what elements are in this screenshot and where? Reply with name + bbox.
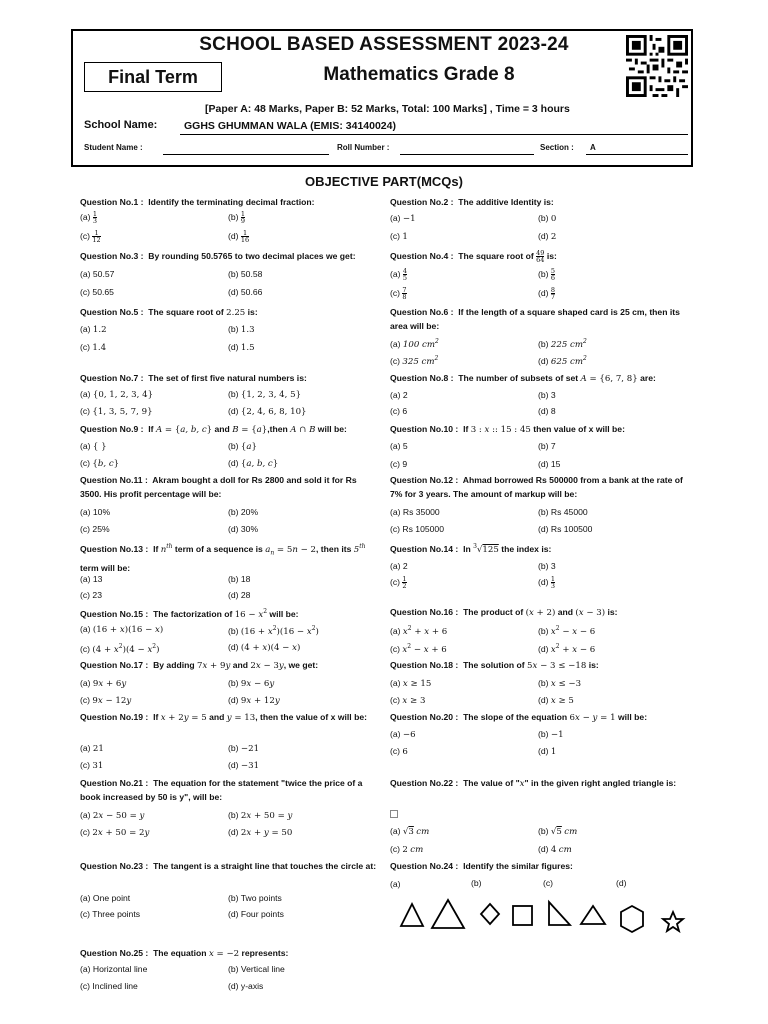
question-2: Question No.2 : The additive Identity is: <box>390 197 554 207</box>
q22-option-a[interactable]: (a) √3 cm <box>390 826 430 837</box>
q1-option-d[interactable]: (d) $\frac{1}{16}$ <box>228 229 250 245</box>
q15-option-a[interactable]: (a) (16 + x)(16 − x) <box>80 624 164 635</box>
q16-option-b[interactable]: (b) $x^2 - x - 6$ <box>538 625 596 637</box>
question-17: Question No.17 : By adding 7x + 9y and 2x − 3y, we get: <box>80 660 319 671</box>
q2-option-d[interactable]: (d) 2 <box>538 231 557 242</box>
q20-option-d[interactable]: (d) 1 <box>538 746 557 757</box>
q3-option-c[interactable]: (c) 50.65 <box>80 287 114 297</box>
q4-option-c[interactable]: (c) $\frac{7}{8}$ <box>390 286 407 302</box>
q22-option-b[interactable]: (b) √5 cm <box>538 826 578 837</box>
school-underline <box>180 134 688 135</box>
q8-option-b[interactable]: (b) 3 <box>538 390 556 400</box>
q13-option-a[interactable]: (a) 13 <box>80 574 103 584</box>
q6-option-d[interactable]: (d) 625 $cm^2$ <box>538 355 587 367</box>
q17-option-c[interactable]: (c) 9x − 12y <box>80 695 132 706</box>
q16-option-a[interactable]: (a) $x^2 + x + 6$ <box>390 625 448 637</box>
question-3: Question No.3 : By rounding 50.5765 to two decimal places we get: <box>80 251 356 261</box>
student-name-label: Student Name : <box>84 143 143 152</box>
q6-option-b[interactable]: (b) 225 $cm^2$ <box>538 338 587 350</box>
q24-option-d[interactable]: (d) <box>616 878 627 888</box>
q21-option-c[interactable]: (c) 2x + 50 = 2y <box>80 827 150 838</box>
q2-option-b[interactable]: (b) 0 <box>538 213 557 224</box>
q11-option-c[interactable]: (c) 25% <box>80 524 110 534</box>
q14-option-c[interactable]: (c) $\frac{1}{2}$ <box>390 575 407 591</box>
q14-option-b[interactable]: (b) 3 <box>538 561 556 571</box>
q10-option-d[interactable]: (d) 15 <box>538 459 561 469</box>
q17-option-b[interactable]: (b) 9x − 6y <box>228 678 275 689</box>
q2-option-c[interactable]: (c) 1 <box>390 231 408 242</box>
question-16: Question No.16 : The product of (x + 2) and (x − 3) is: <box>390 607 618 618</box>
q24-option-b[interactable]: (b) <box>471 878 482 888</box>
q2-option-a[interactable]: (a) −1 <box>390 213 416 224</box>
q4-option-b[interactable]: (b) $\frac{5}{6}$ <box>538 267 556 283</box>
q9-option-b[interactable]: (b) {a} <box>228 441 257 452</box>
q23-option-a[interactable]: (a) One point <box>80 893 131 903</box>
triangle-image-placeholder <box>390 810 398 818</box>
right-triangle-icon <box>549 902 570 925</box>
question-7: Question No.7 : The set of first five natural numbers is: <box>80 373 307 383</box>
q3-option-b[interactable]: (b) 50.58 <box>228 269 263 279</box>
question-6: Question No.6 : If the length of a square shaped card is 25 cm, then its area will be: <box>390 307 680 331</box>
question-19: Question No.19 : If x + 2y = 5 and y = 13, then the value of x will be: <box>80 712 367 723</box>
q8-option-a[interactable]: (a) 2 <box>390 390 408 400</box>
question-20: Question No.20 : The slope of the equation 6x − y = 1 will be: <box>390 712 648 723</box>
q9-option-a[interactable]: (a) { } <box>80 441 107 452</box>
q10-option-b[interactable]: (b) 7 <box>538 441 556 451</box>
q12-option-a[interactable]: (a) Rs 35000 <box>390 507 440 517</box>
q23-option-d[interactable]: (d) Four points <box>228 909 284 919</box>
q7-option-a[interactable]: (a) {0, 1, 2, 3, 4} <box>80 389 154 400</box>
q24-option-a[interactable]: (a) <box>390 879 401 889</box>
question-24: Question No.24 : Identify the similar figures: <box>390 861 573 871</box>
q20-option-c[interactable]: (c) 6 <box>390 746 408 757</box>
qr-code-icon <box>626 35 688 97</box>
q25-option-d[interactable]: (d) y-axis <box>228 981 264 991</box>
q13-option-d[interactable]: (d) 28 <box>228 590 251 600</box>
q10-option-a[interactable]: (a) 5 <box>390 441 408 451</box>
q1-option-a[interactable]: (a) $\frac{1}{3}$ <box>80 210 98 226</box>
q21-option-d[interactable]: (d) 2x + y = 50 <box>228 827 293 838</box>
q25-option-a[interactable]: (a) Horizontal line <box>80 964 148 974</box>
similar-figures-icon <box>398 896 688 936</box>
section-field[interactable] <box>586 154 688 155</box>
paper-marks: [Paper A: 48 Marks, Paper B: 52 Marks, Total: 100 Marks] , Time = 3 hours <box>205 103 570 115</box>
q16-option-c[interactable]: (c) $x^2 - x + 6$ <box>390 643 447 655</box>
q5-option-d[interactable]: (d) 1.5 <box>228 342 255 353</box>
term-box: Final Term <box>84 62 222 92</box>
q20-option-a[interactable]: (a) −6 <box>390 729 416 740</box>
q18-option-c[interactable]: (c) x ≥ 3 <box>390 695 426 706</box>
q22-option-c[interactable]: (c) 2 cm <box>390 844 424 855</box>
q21-option-a[interactable]: (a) 2x − 50 = y <box>80 810 145 821</box>
q7-option-c[interactable]: (c) {1, 3, 5, 7, 9} <box>80 406 153 417</box>
q18-option-d[interactable]: (d) x ≥ 5 <box>538 695 574 706</box>
q19-option-d[interactable]: (d) −31 <box>228 760 260 771</box>
q14-option-a[interactable]: (a) 2 <box>390 561 408 571</box>
question-8: Question No.8 : The number of subsets of set A = {6, 7, 8} are: <box>390 373 656 384</box>
q9-option-d[interactable]: (d) {a, b, c} <box>228 458 279 469</box>
q11-option-a[interactable]: (a) 10% <box>80 507 111 517</box>
page-title: SCHOOL BASED ASSESSMENT 2023-24 <box>199 34 569 55</box>
q24-option-c[interactable]: (c) <box>543 878 554 888</box>
diamond-icon <box>481 904 499 924</box>
q18-option-b[interactable]: (b) x ≤ −3 <box>538 678 582 689</box>
question-18: Question No.18 : The solution of 5x − 3 ≤ −18 is: <box>390 660 599 671</box>
q22-option-d[interactable]: (d) 4 cm <box>538 844 572 855</box>
q18-option-a[interactable]: (a) x ≥ 15 <box>390 678 432 689</box>
section-value: A <box>590 143 596 152</box>
q3-option-a[interactable]: (a) 50.57 <box>80 269 115 279</box>
small-triangle-icon <box>401 904 423 926</box>
q17-option-d[interactable]: (d) 9x + 12y <box>228 695 280 706</box>
q5-option-b[interactable]: (b) 1.3 <box>228 324 255 335</box>
q20-option-b[interactable]: (b) −1 <box>538 729 564 740</box>
q16-option-d[interactable]: (d) $x^2 + x - 6$ <box>538 643 596 655</box>
section-label: Section : <box>540 143 574 152</box>
roll-number-field[interactable] <box>400 154 534 155</box>
q11-option-d[interactable]: (d) 30% <box>228 524 259 534</box>
question-9: Question No.9 : If A = {a, b, c} and B = {a},then A ∩ B will be: <box>80 424 347 435</box>
q15-option-d[interactable]: (d) (4 + x)(4 − x) <box>228 642 301 653</box>
q6-option-a[interactable]: (a) 100 $cm^2$ <box>390 338 439 350</box>
q12-option-d[interactable]: (d) Rs 100500 <box>538 524 593 534</box>
question-25: Question No.25 : The equation x = −2 represents: <box>80 948 289 959</box>
q15-option-b[interactable]: (b) $(16 + x^2)(16 - x^2)$ <box>228 625 319 637</box>
q7-option-b[interactable]: (b) {1, 2, 3, 4, 5} <box>228 389 302 400</box>
q13-option-b[interactable]: (b) 18 <box>228 574 251 584</box>
q3-option-d[interactable]: (d) 50.66 <box>228 287 263 297</box>
q10-option-c[interactable]: (c) 9 <box>390 459 408 469</box>
q12-option-b[interactable]: (b) Rs 45000 <box>538 507 588 517</box>
school-value: GGHS GHUMMAN WALA (EMIS: 34140024) <box>184 120 396 132</box>
q9-option-c[interactable]: (c) {b, c} <box>80 458 120 469</box>
question-14: Question No.14 : In $^3$√125 the index is: <box>390 543 552 555</box>
q25-option-b[interactable]: (b) Vertical line <box>228 964 285 974</box>
roll-number-label: Roll Number : <box>337 143 390 152</box>
q4-option-a[interactable]: (a) $\frac{4}{5}$ <box>390 267 408 283</box>
q14-option-d[interactable]: (d) $\frac{1}{3}$ <box>538 575 556 591</box>
q8-option-d[interactable]: (d) 8 <box>538 406 556 416</box>
q19-option-a[interactable]: (a) 21 <box>80 743 104 754</box>
q13-option-c[interactable]: (c) 23 <box>80 590 102 600</box>
question-1: Question No.1 : Identify the terminating decimal fraction: <box>80 197 315 207</box>
question-21: Question No.21 : The equation for the statement "twice the price of a book increased by 50 is y", will be: <box>80 778 363 802</box>
q5-option-c[interactable]: (c) 1.4 <box>80 342 107 353</box>
q4-option-d[interactable]: (d) $\frac{8}{7}$ <box>538 286 556 302</box>
question-11: Question No.11 : Akram bought a doll for Rs 2800 and sold it for Rs 3500. His profit percentage will be: <box>80 475 357 499</box>
hexagon-icon <box>621 906 643 932</box>
q11-option-b[interactable]: (b) 20% <box>228 507 259 517</box>
question-13: Question No.13 : If $n^{th}$ term of a sequence is $a_n = 5n - 2$, then its 5th term will be: <box>80 543 366 573</box>
square-icon <box>513 906 532 925</box>
q8-option-c[interactable]: (c) 6 <box>390 406 408 416</box>
question-23: Question No.23 : The tangent is a straight line that touches the circle at: <box>80 861 377 871</box>
student-name-field[interactable] <box>163 154 329 155</box>
subject-title: Mathematics Grade 8 <box>323 64 515 85</box>
q21-option-b[interactable]: (b) 2x + 50 = y <box>228 810 293 821</box>
q1-option-c[interactable]: (c) $\frac{1}{12}$ <box>80 229 101 245</box>
q23-option-b[interactable]: (b) Two points <box>228 893 282 903</box>
school-label: School Name: <box>84 119 158 131</box>
q12-option-c[interactable]: (c) Rs 105000 <box>390 524 444 534</box>
question-15: Question No.15 : The factorization of $16 - x^2$ will be: <box>80 608 299 620</box>
question-4: Question No.4 : The square root of $\frac{49}{64}$ is: <box>390 249 557 265</box>
star-icon <box>663 912 683 931</box>
question-5: Question No.5 : The square root of 2.25 is: <box>80 307 258 318</box>
q6-option-c[interactable]: (c) 325 $cm^2$ <box>390 355 439 367</box>
q7-option-d[interactable]: (d) {2, 4, 6, 8, 10} <box>228 406 307 417</box>
q19-option-c[interactable]: (c) 31 <box>80 760 104 771</box>
section-title: OBJECTIVE PART(MCQs) <box>305 174 463 189</box>
q15-option-c[interactable]: (c) $(4 + x^2)(4 - x^2)$ <box>80 643 160 655</box>
question-12: Question No.12 : Ahmad borrowed Rs 500000 from a bank at the rate of 7% for 3 years. The amount of markup will be: <box>390 475 683 499</box>
q1-option-b[interactable]: (b) $\frac{1}{9}$ <box>228 210 246 226</box>
q19-option-b[interactable]: (b) −21 <box>228 743 260 754</box>
q23-option-c[interactable]: (c) Three points <box>80 909 141 919</box>
q17-option-a[interactable]: (a) 9x + 6y <box>80 678 127 689</box>
question-10: Question No.10 : If 3 : x :: 15 : 45 then value of x will be: <box>390 424 625 435</box>
triangle-icon <box>581 906 605 924</box>
q5-option-a[interactable]: (a) 1.2 <box>80 324 107 335</box>
large-triangle-icon <box>432 900 464 928</box>
q25-option-c[interactable]: (c) Inclined line <box>80 981 138 991</box>
question-22: Question No.22 : The value of "x" in the given right angled triangle is: <box>390 778 677 789</box>
